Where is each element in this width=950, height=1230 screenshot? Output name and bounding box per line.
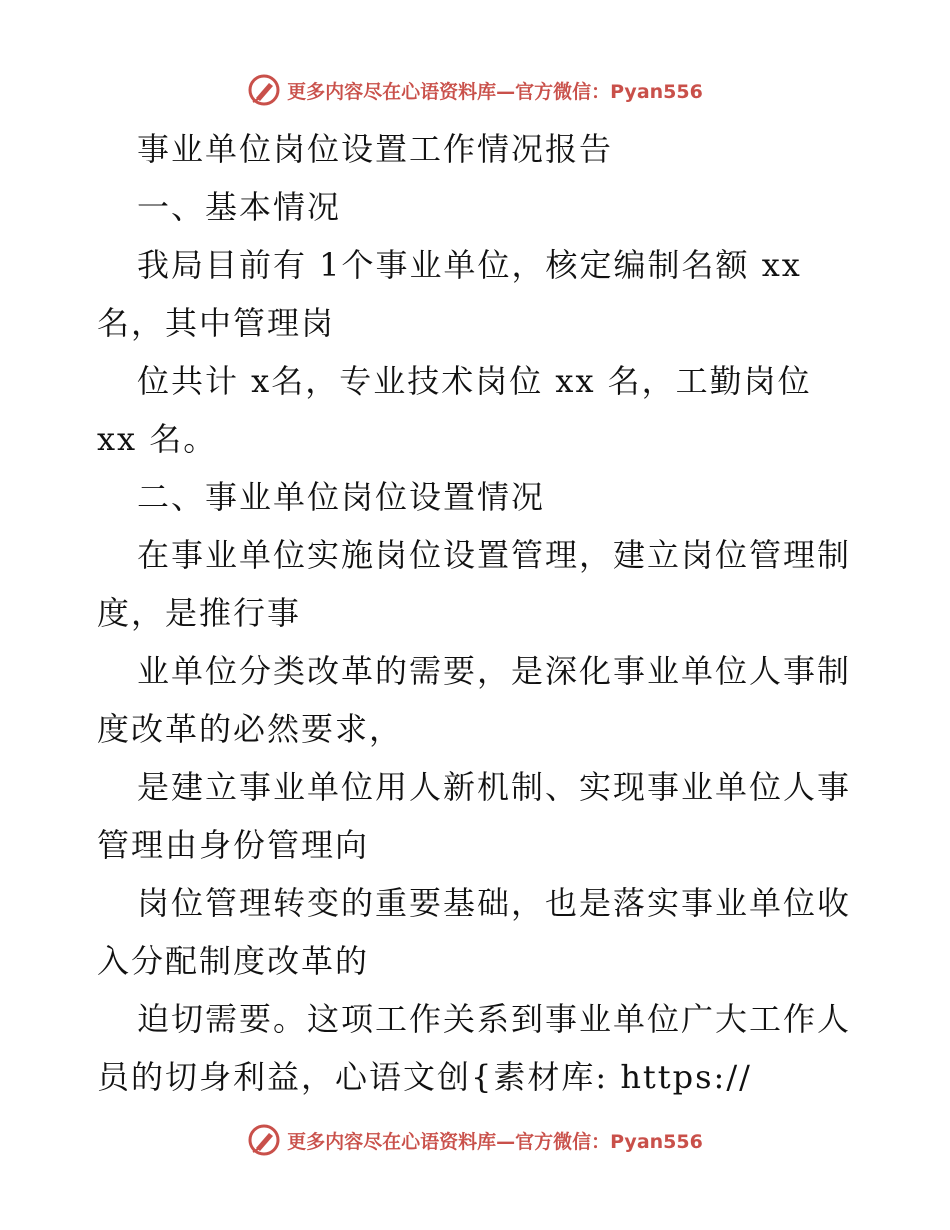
paragraph-line: 名，其中管理岗 xyxy=(97,304,336,342)
paragraph-line: 管理由身份管理向 xyxy=(97,826,370,864)
paragraph-line: 员的切身利益，心语文创{素材库: https:// xyxy=(97,1058,752,1096)
paragraph-line: 度改革的必然要求， xyxy=(97,710,404,748)
paragraph-line: 位共计 x名，专业技术岗位 xx 名，工勤岗位 xyxy=(137,362,812,400)
pen-circle-logo-icon xyxy=(247,1123,281,1157)
header-watermark xyxy=(0,70,950,110)
paragraph-line: 岗位管理转变的重要基础，也是落实事业单位收 xyxy=(137,884,852,922)
paragraph-line: 入分配制度改革的 xyxy=(97,942,370,980)
doc-title: 事业单位岗位设置工作情况报告 xyxy=(137,130,614,168)
paragraph-line: xx 名。 xyxy=(97,420,218,458)
paragraph-line: 我局目前有 1个事业单位，核定编制名额 xx xyxy=(137,246,802,284)
paragraph-line: 迫切需要。这项工作关系到事业单位广大工作人 xyxy=(137,1000,852,1038)
pen-circle-logo-icon xyxy=(247,73,281,107)
watermark-text: 更多内容尽在心语资料库—官方微信：Pyan556 xyxy=(287,1130,703,1153)
paragraph-line: 业单位分类改革的需要，是深化事业单位人事制 xyxy=(137,652,852,690)
document-body xyxy=(97,120,857,1106)
footer-watermark xyxy=(0,1120,950,1160)
paragraph-line: 是建立事业单位用人新机制、实现事业单位人事 xyxy=(137,768,852,806)
paragraph-line: 在事业单位实施岗位设置管理，建立岗位管理制 xyxy=(137,536,852,574)
section-heading: 一、基本情况 xyxy=(137,188,342,226)
section-heading: 二、事业单位岗位设置情况 xyxy=(137,478,546,516)
paragraph-line: 度，是推行事 xyxy=(97,594,302,632)
watermark-text: 更多内容尽在心语资料库—官方微信：Pyan556 xyxy=(287,80,703,103)
